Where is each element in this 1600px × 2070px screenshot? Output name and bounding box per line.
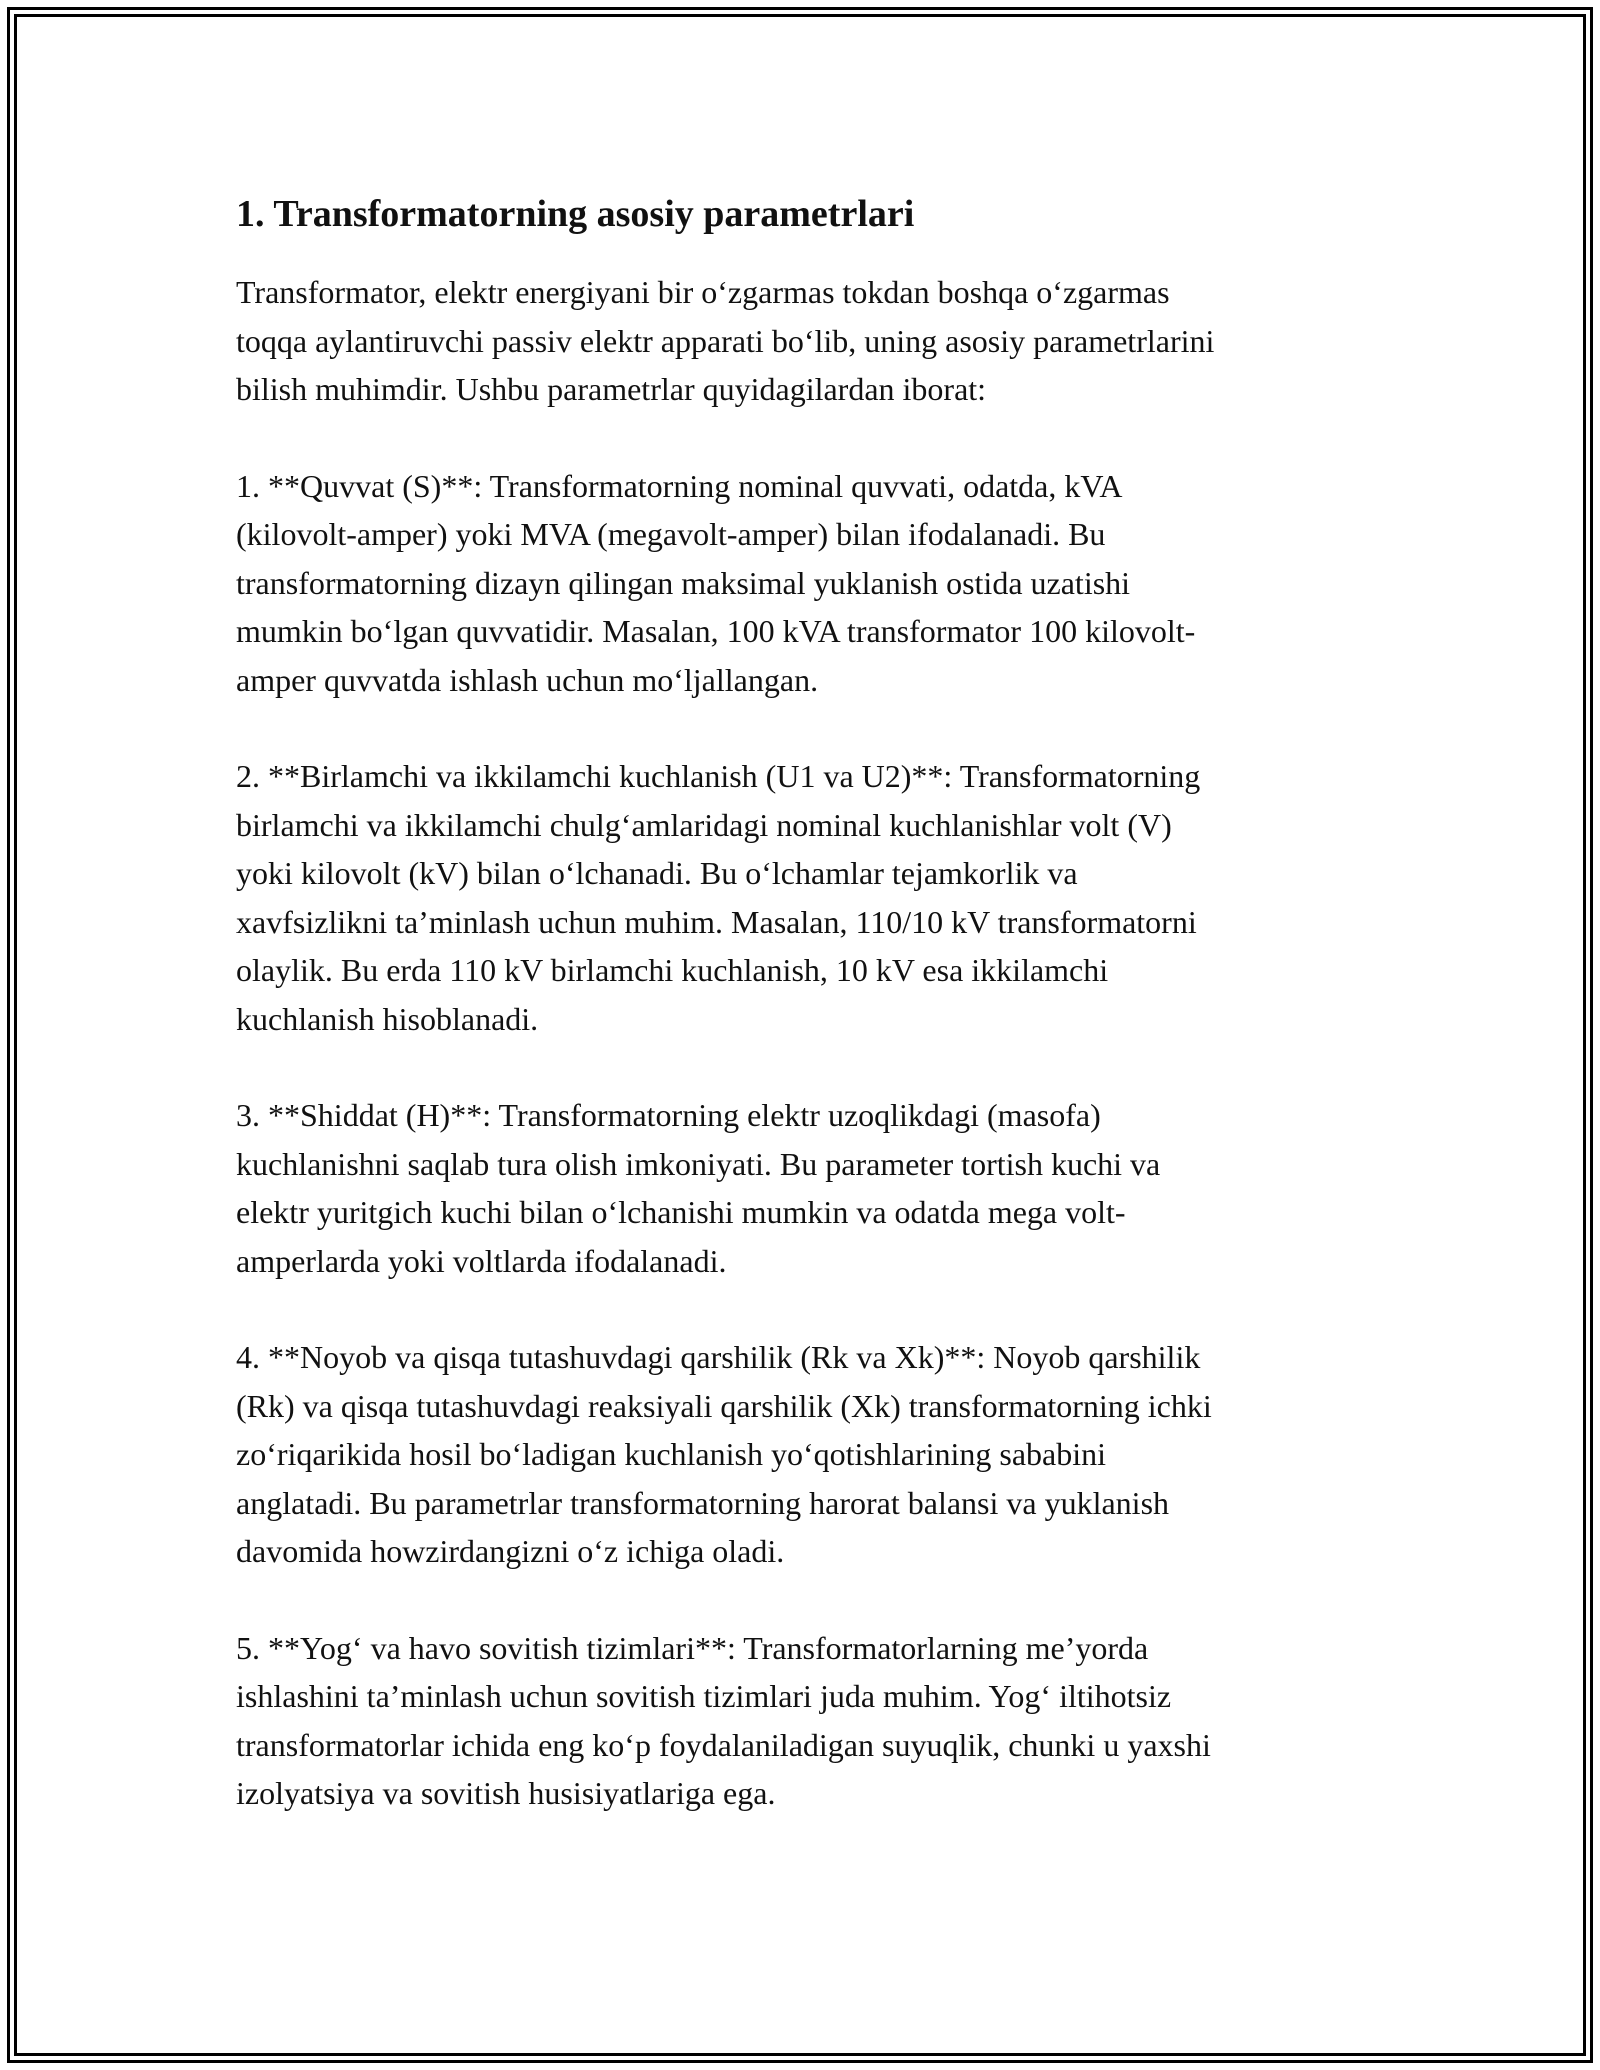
section-heading: 1. Transformatorning asosiy parametrlari — [236, 193, 915, 235]
document-page — [236, 186, 1376, 1866]
parameter-cooling-paragraph: 5. **Yog‘ va havo sovitish tizimlari**: Transformatorlarning me’yorda ishlashini ta’minlash uchun sovitish tizimlari juda muhim. Yog‘ iltihotsiz transformatorlar ichida eng ko‘p foydalaniladigan suyuqlik, chunki u yaxshi izolyatsiya va sovitish husisiyatlariga ega. — [236, 1629, 1211, 1811]
parameter-voltage-paragraph: 2. **Birlamchi va ikkilamchi kuchlanish (U1 va U2)**: Transformatorning birlamchi va ikkilamchi chulg‘amlaridagi nominal kuchlanishlar volt (V) yoki kilovolt (kV) bilan o‘lchanadi. Bu o‘lchamlar tejamkorlik va xavfsizlikni ta’minlash uchun muhim. Masalan, 110/10 kV transformatorni olaylik. Bu erda 110 kV birlamchi kuchlanish, 10 kV esa ikkilamchi kuchlanish hisoblanadi. — [236, 758, 1201, 1037]
intro-paragraph: Transformator, elektr energiyani bir o‘zgarmas tokdan boshqa o‘zgarmas toqqa aylantiruvchi passiv elektr apparati bo‘lib, uning asosiy parametrlarini bilish muhimdir. Ushbu parametrlar quyidagilardan iborat: — [236, 274, 1215, 407]
parameter-intensity-paragraph: 3. **Shiddat (H)**: Transformatorning elektr uzoqlikdagi (masofa) kuchlanishni saqlab tura olish imkoniyati. Bu parameter tortish kuchi va elektr yuritgich kuchi bilan o‘lchanishi mumkin va odatda mega volt- amperlarda yoki voltlarda ifodalanadi. — [236, 1097, 1161, 1279]
parameter-resistance-paragraph: 4. **Noyob va qisqa tutashuvdagi qarshilik (Rk va Xk)**: Noyob qarshilik (Rk) va qisqa tutashuvdagi reaksiyali qarshilik (Xk) transformatorning ichki zo‘riqarikida hosil bo‘ladigan kuchlanish yo‘qotishlarining sababini anglatadi. Bu parametrlar transformatorning harorat balansi va yuklanish davomida howzirdangizni o‘z ichiga oladi. — [236, 1339, 1212, 1569]
parameter-power-paragraph: 1. **Quvvat (S)**: Transformatorning nominal quvvati, odatda, kVA (kilovolt-amper) yoki MVA (megavolt-amper) bilan ifodalanadi. Bu transformatorning dizayn qilingan maksimal yuklanish ostida uzatishi mumkin bo‘lgan quvvatidir. Masalan, 100 kVA transformator 100 kilovolt- amper quvvatda ishlash uchun mo‘ljallangan. — [236, 467, 1196, 698]
